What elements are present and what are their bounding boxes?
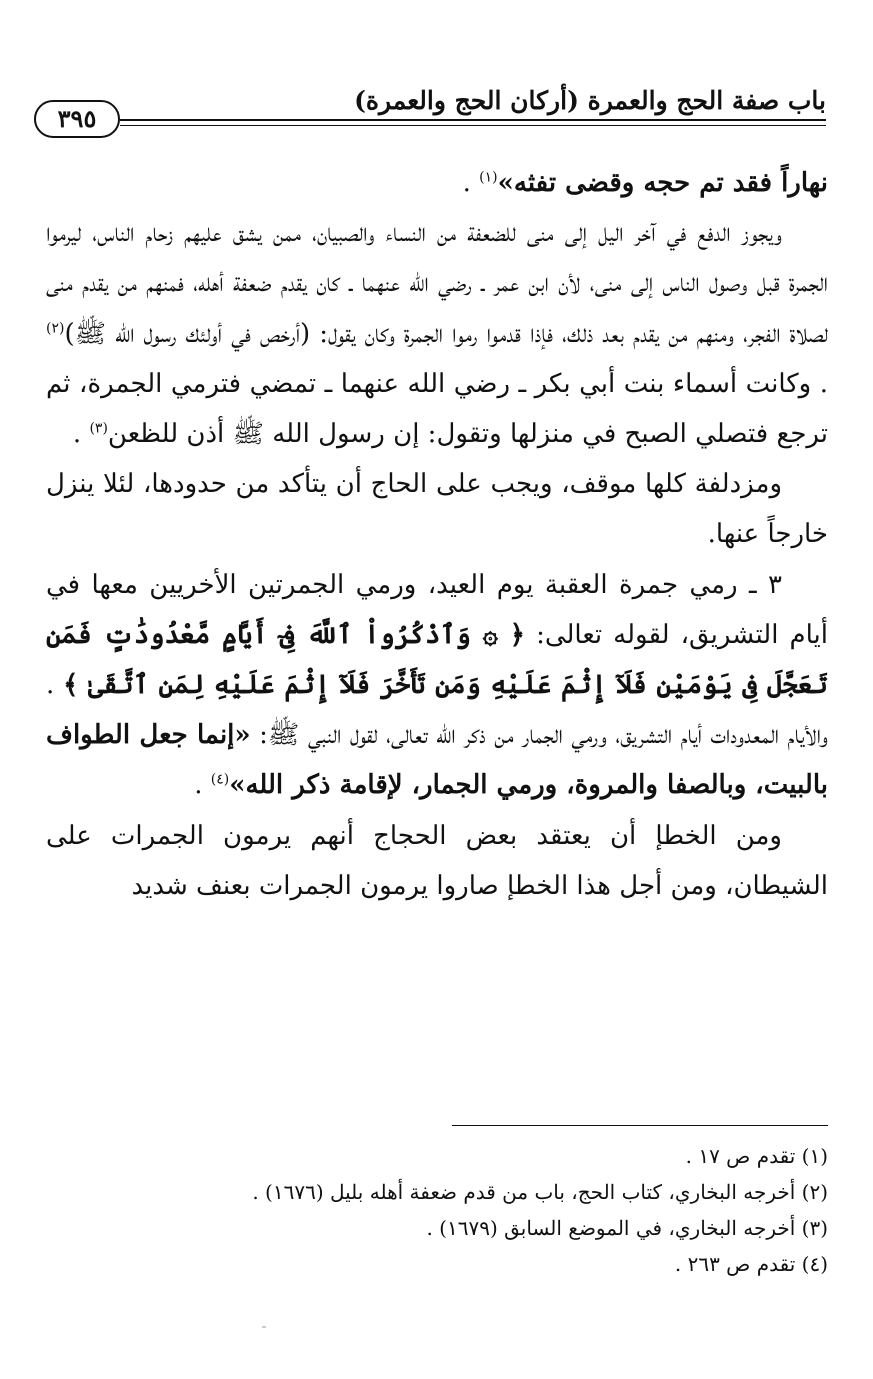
text-run: «إنما جعل الطواف بالبيت، وبالصفا والمروة، ورمي الجمار، لإقامة ذكر الله» [46, 720, 828, 801]
text-run: ومن الخطإ أن يعتقد بعض الحجاج أنهم يرمون الجمرات على الشيطان، ومن أجل هذا الخطإ صاروا يرمون الجمرات بعنف شديد [46, 820, 828, 901]
text-run: . [462, 168, 480, 198]
text-run: نهاراً فقد تم حجه وقضى تفثه» [497, 168, 828, 198]
paragraph-p2 [46, 208, 828, 459]
chapter-title: باب صفة الحج والعمرة (أركان الحج والعمرة) [354, 86, 826, 115]
text-run: ٣ ـ رمي جمرة العقبة يوم العيد، ورمي الجمرتين الأخريين معها في أيام التشريق، لقوله تعالى: [46, 569, 828, 650]
quran-quote: ﴿ ۞ وَٱذْكُرُواْ ٱللَّهَ فِىٓ أَيَّامٍ مَّعْدُودَٰتٍ فَمَن تَعَجَّلَ فِى يَوْمَيْنِ فَلَآ إِثْمَ عَلَيْهِ وَمَن تَأَخَّرَ فَلَآ إِثْمَ عَلَيْهِ لِمَنِ ٱتَّقَىٰ ﴾ [46, 619, 828, 701]
print-speck [262, 1326, 266, 1328]
footnote-reference: (٢) [46, 319, 65, 336]
page-number: ٣٩٥ [34, 100, 120, 138]
footnote-reference: (٣) [89, 420, 108, 437]
footnote-3: (٣) أخرجه البخاري، في الموضع السابق (١٦٧٩) . [426, 1216, 828, 1240]
text-run: . وكانت أسماء بنت أبي بكر ـ رضي الله عنهما ـ تمضي فترمي الجمرة، ثم ترجع فتصلي الصبح في منزلها وتقول: إن رسول الله ﷺ أذن للظعن [46, 368, 828, 450]
footnote-separator [452, 1125, 828, 1126]
header-rule [120, 119, 826, 126]
paragraph-p5 [46, 811, 828, 911]
text-run: ويجوز الدفع في آخر اليل إلى منى للضعفة من النساء والصبيان، ممن يشق عليهم زحام الناس، ليرموا الجمرة قبل وصول الناس إلى منى، لأن ابن عمر ـ رضي الله عنهما ـ كان يقدم ضعفة أهله، فمنهم من يقدم منى لصلاة الفجر، ومنهم من يقدم بعد ذلك، فإذا قدموا رموا الجمرة وكان يقول: (أرخص في أولئك رسول الله ﷺ) [46, 218, 828, 349]
footnotes [46, 1138, 828, 1282]
running-header [34, 86, 826, 136]
footnote-2: (٢) أخرجه البخاري، كتاب الحج، باب من قدم ضعفة أهله بليل (١٦٧٦) . [252, 1180, 828, 1204]
text-run: . [72, 419, 90, 450]
text-run: ومزدلفة كلها موقف، ويجب على الحاج أن يتأكد من حدودها، لئلا ينزل خارجاً عنها. [46, 469, 828, 550]
main-text [46, 158, 828, 911]
paragraph-p3 [46, 459, 828, 559]
text-run: . [194, 770, 211, 801]
footnote-4: (٤) تقدم ص ٢٦٣ . [674, 1252, 828, 1276]
text-run: . والأيام المعدودات أيام التشريق، ورمي الجمار من ذكر الله تعالى، لقول النبي ﷺ: [46, 670, 828, 751]
paragraph-p4 [46, 560, 828, 811]
footnote-1: (١) تقدم ص ١٧ . [685, 1144, 828, 1168]
footnote-reference: (١) [479, 169, 498, 186]
footnote-reference: (٤) [210, 771, 230, 788]
paragraph-p1 [46, 158, 828, 208]
